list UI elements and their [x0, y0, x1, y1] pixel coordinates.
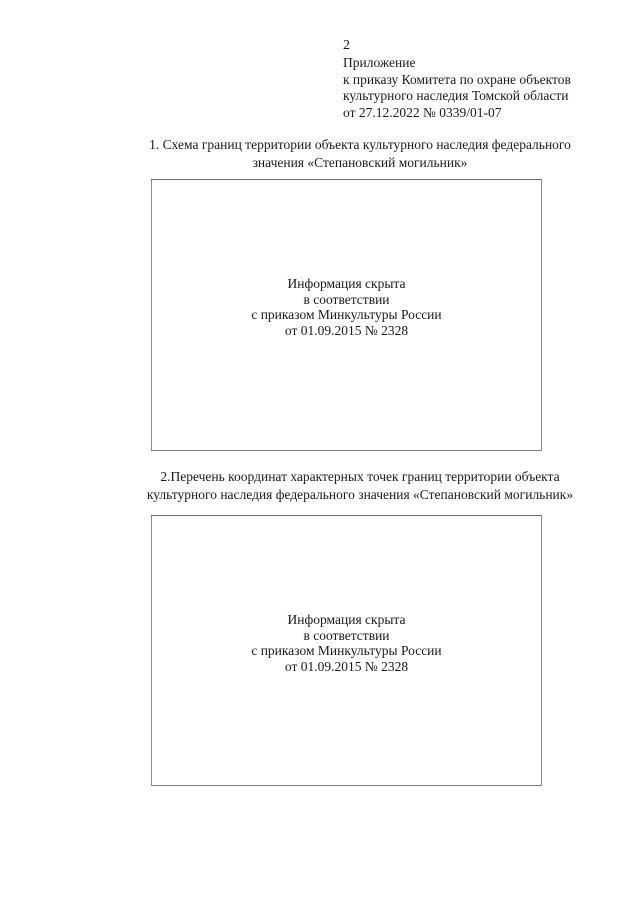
- section-2-hidden-notice: [152, 612, 541, 674]
- section-2-title-line-1: 2.Перечень координат характерных точек границ территории объекта: [160, 469, 560, 484]
- appendix-label: Приложение: [343, 55, 416, 70]
- order-date-number: от 27.12.2022 № 0339/01-07: [343, 104, 502, 120]
- hidden-notice-line-3: с приказом Минкультуры России: [251, 643, 442, 658]
- order-reference: к приказу Комитета по охране объектов: [343, 71, 571, 87]
- hidden-notice-line-1: Информация скрыта: [287, 612, 406, 627]
- hidden-notice-line-1: Информация скрыта: [287, 276, 406, 291]
- hidden-notice-line-4: от 01.09.2015 № 2328: [284, 658, 409, 674]
- page-number: 2: [343, 38, 350, 53]
- section-2-hidden-content-box: [151, 515, 542, 786]
- section-1-title-line-2: значения «Степановский могильник»: [252, 154, 468, 170]
- committee-region: культурного наследия Томской области: [343, 88, 569, 103]
- section-1-hidden-notice: [152, 276, 541, 338]
- section-1-title: [120, 136, 600, 171]
- section-1-hidden-content-box: [151, 179, 542, 451]
- section-2-title: [115, 468, 605, 503]
- hidden-notice-line-4: от 01.09.2015 № 2328: [284, 322, 409, 338]
- appendix-header: [343, 55, 571, 121]
- hidden-notice-line-3: с приказом Минкультуры России: [251, 307, 442, 322]
- section-2-title-line-2: культурного наследия федерального значения «Степановский могильник»: [146, 486, 574, 502]
- hidden-notice-line-2: в соответствии: [303, 627, 390, 643]
- section-1-title-line-1: 1. Схема границ территории объекта культурного наследия федерального: [149, 137, 571, 152]
- hidden-notice-line-2: в соответствии: [303, 291, 390, 307]
